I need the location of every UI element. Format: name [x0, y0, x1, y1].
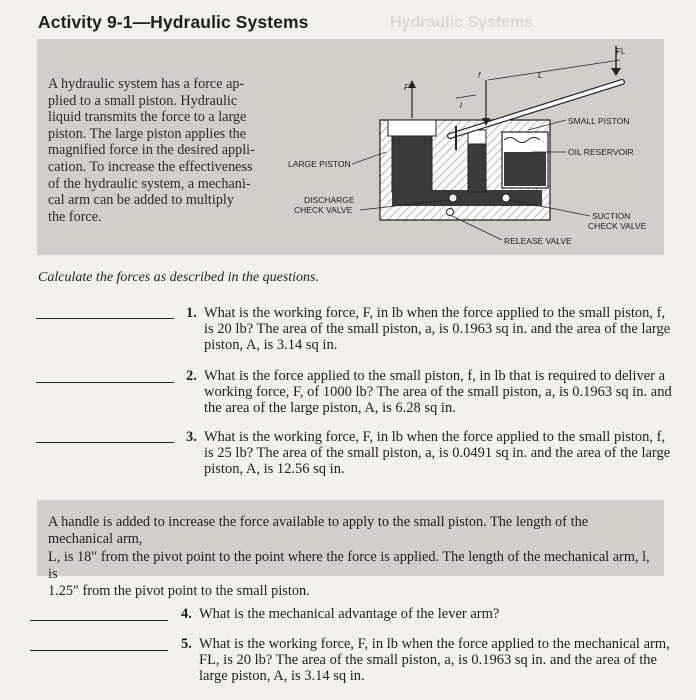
intro-line: piston. The large piston applies the — [48, 125, 247, 142]
intro-line: liquid transmits the force to a large — [48, 109, 247, 126]
question-3-text — [204, 429, 684, 478]
question-2-text — [204, 368, 684, 417]
label-oil-reservoir: OIL RESERVOIR — [568, 147, 634, 157]
question-line: FL, is 20 lb? The area of the small piston, a, is 0.1963 sq in. and the area of the — [199, 652, 657, 669]
label-release-valve: RELEASE VALVE — [504, 236, 572, 246]
handle-line: L, is 18″ from the pivot point to the point where the force is applied. The length of the mechanical arm, l, is — [48, 548, 650, 582]
question-number: 2. — [186, 368, 197, 384]
label-suction-2: CHECK VALVE — [588, 221, 647, 231]
intro-line: cal arm can be added to multiply — [48, 192, 234, 209]
answer-blank-4[interactable] — [30, 620, 168, 621]
label-l-lower: l — [460, 101, 462, 110]
question-line: large piston, A, is 3.14 sq in. — [199, 668, 365, 685]
question-line: What is the mechanical advantage of the lever arm? — [199, 606, 500, 622]
label-discharge-1: DISCHARGE — [304, 195, 355, 205]
answer-blank-3[interactable] — [36, 442, 174, 443]
question-number: 1. — [186, 305, 197, 321]
question-line: is 20 lb? The area of the small piston, a, is 0.1963 sq in. and the area of the large — [204, 321, 671, 338]
question-line: What is the working force, F, in lb when the force applied to the small piston, f, — [204, 429, 666, 445]
handle-line: 1.25″ from the pivot point to the small piston. — [48, 583, 310, 600]
label-f-small: f — [478, 71, 481, 80]
label-f-large: F — [404, 83, 409, 92]
question-line: What is the force applied to the small piston, f, in lb that is required to deliver a — [204, 368, 666, 384]
page-title: Activity 9-1—Hydraulic Systems — [38, 12, 309, 32]
question-number: 3. — [186, 429, 197, 445]
question-line: What is the working force, F, in lb when the force applied to the small piston, f, — [204, 305, 666, 321]
question-line: piston, A, is 12.56 sq in. — [204, 461, 345, 478]
intro-line: the force. — [48, 208, 102, 225]
intro-line: magnified force in the desired appli- — [48, 142, 255, 159]
instructions: Calculate the forces as described in the questions. — [38, 270, 319, 285]
large-piston — [388, 120, 436, 136]
intro-line: A hydraulic system has a force ap- — [48, 76, 245, 92]
intro-text — [48, 76, 263, 225]
release-valve — [447, 209, 454, 216]
intro-line: plied to a small piston. Hydraulic — [48, 92, 238, 109]
handle-line: A handle is added to increase the force available to apply to the small piston. The length of the mechanical arm, — [48, 514, 589, 548]
question-line: What is the working force, F, in lb when the force applied to the mechanical arm, — [199, 636, 670, 652]
discharge-check-valve — [449, 194, 457, 202]
question-number: 4. — [181, 606, 192, 622]
question-line: the area of the large piston, A, is 6.28 sq in. — [204, 400, 456, 417]
intro-line: cation. To increase the effectiveness — [48, 158, 253, 175]
label-large-piston: LARGE PISTON — [288, 159, 351, 169]
large-cylinder — [392, 128, 432, 192]
question-1-text — [204, 305, 674, 354]
question-line: piston, A, is 3.14 sq in. — [204, 337, 338, 354]
label-fl: FL — [616, 47, 626, 56]
label-small-piston: SMALL PISTON — [568, 116, 630, 126]
intro-line: of the hydraulic system, a mechani- — [48, 175, 251, 192]
hydraulic-system-diagram — [270, 40, 664, 255]
question-line: working force, F, of 1000 lb? The area of the small piston, a, is 0.1963 sq in. and — [204, 384, 672, 401]
answer-blank-2[interactable] — [36, 382, 174, 383]
question-5-text — [199, 636, 689, 685]
answer-blank-1[interactable] — [36, 318, 174, 319]
label-l-upper: L — [538, 71, 543, 80]
label-suction-1: SUCTION — [592, 211, 631, 221]
bleed-through-text: Hydraulic Systems — [390, 14, 534, 31]
handle-text — [48, 514, 656, 600]
suction-check-valve — [502, 194, 510, 202]
answer-blank-5[interactable] — [30, 650, 168, 651]
label-discharge-2: CHECK VALVE — [294, 205, 353, 215]
question-line: is 25 lb? The area of the small piston, a, is 0.0491 sq in. and the area of the large — [204, 445, 671, 462]
question-4-text — [199, 606, 679, 622]
question-number: 5. — [181, 636, 192, 652]
